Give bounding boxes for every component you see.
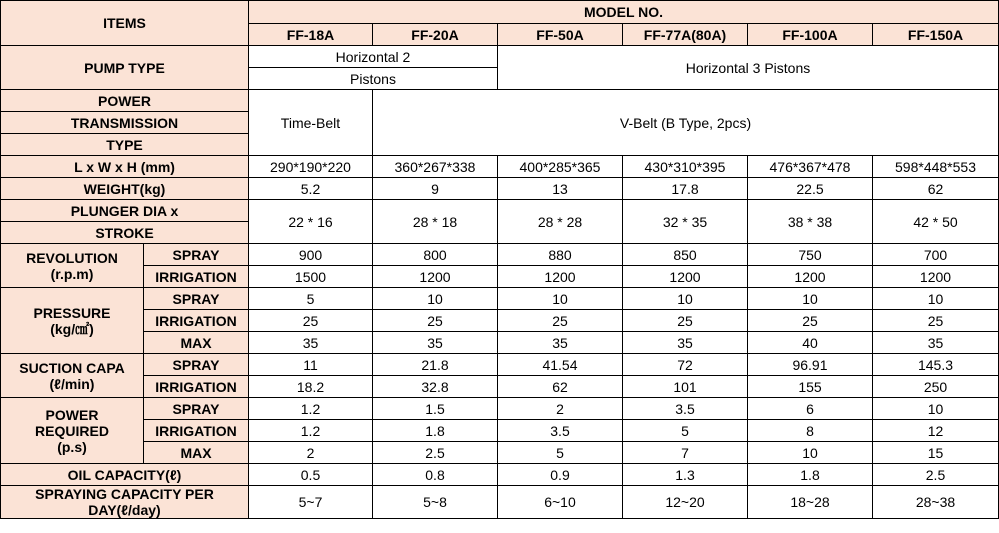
spraying-capacity-label <box>1 486 249 519</box>
table-cell: 1200 <box>373 266 498 288</box>
irrigation-label: IRRIGATION <box>144 376 249 398</box>
table-cell: 28~38 <box>873 486 999 519</box>
table-cell: 101 <box>623 376 748 398</box>
table-cell: 35 <box>873 332 999 354</box>
table-cell: 900 <box>249 244 373 266</box>
power-transmission-label-1: POWER <box>1 90 249 112</box>
table-cell: 13 <box>498 178 623 200</box>
pressure-max-row <box>1 332 999 354</box>
suction-irrigation-row <box>1 376 999 398</box>
table-cell: 72 <box>623 354 748 376</box>
table-cell: 1.8 <box>373 420 498 442</box>
suction-label-1: SUCTION CAPA <box>19 359 125 376</box>
power-required-spray-row <box>1 398 999 420</box>
table-cell: 700 <box>873 244 999 266</box>
weight-label: WEIGHT(kg) <box>1 178 249 200</box>
spraying-capacity-label-2: DAY(ℓ/day) <box>88 502 161 518</box>
table-cell: 10 <box>873 288 999 310</box>
v-belt-value: V-Belt (B Type, 2pcs) <box>373 90 999 156</box>
table-cell: 18.2 <box>249 376 373 398</box>
table-cell: 10 <box>623 288 748 310</box>
table-cell: 290*190*220 <box>249 156 373 178</box>
dimensions-label: L x W x H (mm) <box>1 156 249 178</box>
power-required-max-row <box>1 442 999 464</box>
table-cell: 28 * 28 <box>498 200 623 244</box>
irrigation-label: IRRIGATION <box>144 310 249 332</box>
table-cell: 5~8 <box>373 486 498 519</box>
power-required-label-1: POWER <box>45 406 99 423</box>
pump-type-horizontal2-line1: Horizontal 2 <box>249 46 498 68</box>
table-cell: 5 <box>498 442 623 464</box>
revolution-label-2: (r.p.m) <box>50 265 94 282</box>
table-cell: 155 <box>748 376 873 398</box>
revolution-spray-row <box>1 244 999 266</box>
table-cell: 21.8 <box>373 354 498 376</box>
table-cell: 360*267*338 <box>373 156 498 178</box>
power-required-irrigation-row <box>1 420 999 442</box>
table-cell: 2 <box>498 398 623 420</box>
table-cell: 40 <box>748 332 873 354</box>
table-cell: 3.5 <box>498 420 623 442</box>
table-cell: 35 <box>623 332 748 354</box>
plunger-label-1: PLUNGER DIA x <box>1 200 249 222</box>
dimensions-row <box>1 156 999 178</box>
irrigation-label: IRRIGATION <box>144 266 249 288</box>
table-cell: 17.8 <box>623 178 748 200</box>
table-cell: 750 <box>748 244 873 266</box>
table-cell: 35 <box>249 332 373 354</box>
table-cell: 9 <box>373 178 498 200</box>
model-no-header: MODEL NO. <box>249 1 999 24</box>
table-cell: 5~7 <box>249 486 373 519</box>
table-cell: 1.3 <box>623 464 748 486</box>
table-cell: 35 <box>373 332 498 354</box>
table-cell: 18~28 <box>748 486 873 519</box>
oil-capacity-label: OIL CAPACITY(ℓ) <box>1 464 249 486</box>
table-cell: 0.5 <box>249 464 373 486</box>
table-cell: 0.9 <box>498 464 623 486</box>
table-cell: 1500 <box>249 266 373 288</box>
table-cell: 7 <box>623 442 748 464</box>
revolution-label-1: REVOLUTION <box>26 249 118 266</box>
table-cell: 62 <box>873 178 999 200</box>
table-cell: 35 <box>498 332 623 354</box>
table-cell: 22 * 16 <box>249 200 373 244</box>
suction-label <box>1 354 144 398</box>
table-cell: 10 <box>873 398 999 420</box>
table-cell: 1.2 <box>249 398 373 420</box>
spray-label: SPRAY <box>144 288 249 310</box>
table-cell: 10 <box>498 288 623 310</box>
table-cell: 1200 <box>873 266 999 288</box>
table-cell: 2 <box>249 442 373 464</box>
table-cell: 850 <box>623 244 748 266</box>
table-cell: 15 <box>873 442 999 464</box>
spray-label: SPRAY <box>144 398 249 420</box>
model-name: FF-150A <box>873 24 999 46</box>
table-cell: 0.8 <box>373 464 498 486</box>
revolution-label <box>1 244 144 288</box>
table-cell: 5.2 <box>249 178 373 200</box>
spray-label: SPRAY <box>144 244 249 266</box>
table-cell: 6~10 <box>498 486 623 519</box>
table-cell: 10 <box>373 288 498 310</box>
model-name: FF-100A <box>748 24 873 46</box>
table-cell: 2.5 <box>373 442 498 464</box>
table-cell: 476*367*478 <box>748 156 873 178</box>
oil-capacity-row <box>1 464 999 486</box>
table-cell: 400*285*365 <box>498 156 623 178</box>
table-cell: 3.5 <box>623 398 748 420</box>
revolution-irrigation-row <box>1 266 999 288</box>
model-name: FF-20A <box>373 24 498 46</box>
pressure-label-2: (kg/㎠) <box>50 320 94 337</box>
table-cell: 1.2 <box>249 420 373 442</box>
pump-type-label: PUMP TYPE <box>1 46 249 90</box>
table-cell: 5 <box>249 288 373 310</box>
table-cell: 8 <box>748 420 873 442</box>
suction-label-2: (ℓ/min) <box>49 375 95 392</box>
table-cell: 32.8 <box>373 376 498 398</box>
pressure-irrigation-row <box>1 310 999 332</box>
table-cell: 25 <box>498 310 623 332</box>
table-cell: 25 <box>873 310 999 332</box>
max-label: MAX <box>144 442 249 464</box>
power-required-label-3: (p.s) <box>57 438 87 455</box>
table-cell: 1200 <box>748 266 873 288</box>
suction-spray-row <box>1 354 999 376</box>
spray-label: SPRAY <box>144 354 249 376</box>
weight-row <box>1 178 999 200</box>
table-cell: 2.5 <box>873 464 999 486</box>
pump-type-horizontal3: Horizontal 3 Pistons <box>498 46 999 90</box>
table-cell: 38 * 38 <box>748 200 873 244</box>
pressure-label-1: PRESSURE <box>33 304 111 321</box>
pressure-label <box>1 288 144 354</box>
table-cell: 42 * 50 <box>873 200 999 244</box>
irrigation-label: IRRIGATION <box>144 420 249 442</box>
table-cell: 96.91 <box>748 354 873 376</box>
model-name: FF-18A <box>249 24 373 46</box>
table-cell: 1.5 <box>373 398 498 420</box>
table-cell: 10 <box>748 288 873 310</box>
table-cell: 10 <box>748 442 873 464</box>
power-required-label <box>1 398 144 464</box>
model-name: FF-50A <box>498 24 623 46</box>
max-label: MAX <box>144 332 249 354</box>
header-row <box>1 1 999 24</box>
pump-type-row <box>1 46 999 68</box>
table-cell: 25 <box>623 310 748 332</box>
power-transmission-label-3: TYPE <box>1 134 249 156</box>
table-cell: 41.54 <box>498 354 623 376</box>
power-required-label-2: REQUIRED <box>35 422 109 439</box>
table-cell: 250 <box>873 376 999 398</box>
table-cell: 25 <box>748 310 873 332</box>
table-cell: 6 <box>748 398 873 420</box>
items-header: ITEMS <box>1 1 249 46</box>
plunger-row <box>1 200 999 222</box>
table-cell: 32 * 35 <box>623 200 748 244</box>
table-cell: 11 <box>249 354 373 376</box>
table-cell: 800 <box>373 244 498 266</box>
table-cell: 25 <box>373 310 498 332</box>
table-cell: 28 * 18 <box>373 200 498 244</box>
table-cell: 5 <box>623 420 748 442</box>
power-transmission-row <box>1 90 999 112</box>
plunger-label-2: STROKE <box>1 222 249 244</box>
table-cell: 62 <box>498 376 623 398</box>
table-cell: 22.5 <box>748 178 873 200</box>
table-cell: 430*310*395 <box>623 156 748 178</box>
table-cell: 1200 <box>623 266 748 288</box>
table-cell: 1200 <box>498 266 623 288</box>
pressure-spray-row <box>1 288 999 310</box>
table-cell: 598*448*553 <box>873 156 999 178</box>
table-cell: 145.3 <box>873 354 999 376</box>
table-cell: 12~20 <box>623 486 748 519</box>
table-cell: 25 <box>249 310 373 332</box>
model-name: FF-77A(80A) <box>623 24 748 46</box>
table-cell: 880 <box>498 244 623 266</box>
table-cell: 12 <box>873 420 999 442</box>
spraying-capacity-label-1: SPRAYING CAPACITY PER <box>35 486 214 502</box>
time-belt-value: Time-Belt <box>249 90 373 156</box>
table-cell: 1.8 <box>748 464 873 486</box>
power-transmission-label-2: TRANSMISSION <box>1 112 249 134</box>
pump-type-horizontal2-line2: Pistons <box>249 68 498 90</box>
